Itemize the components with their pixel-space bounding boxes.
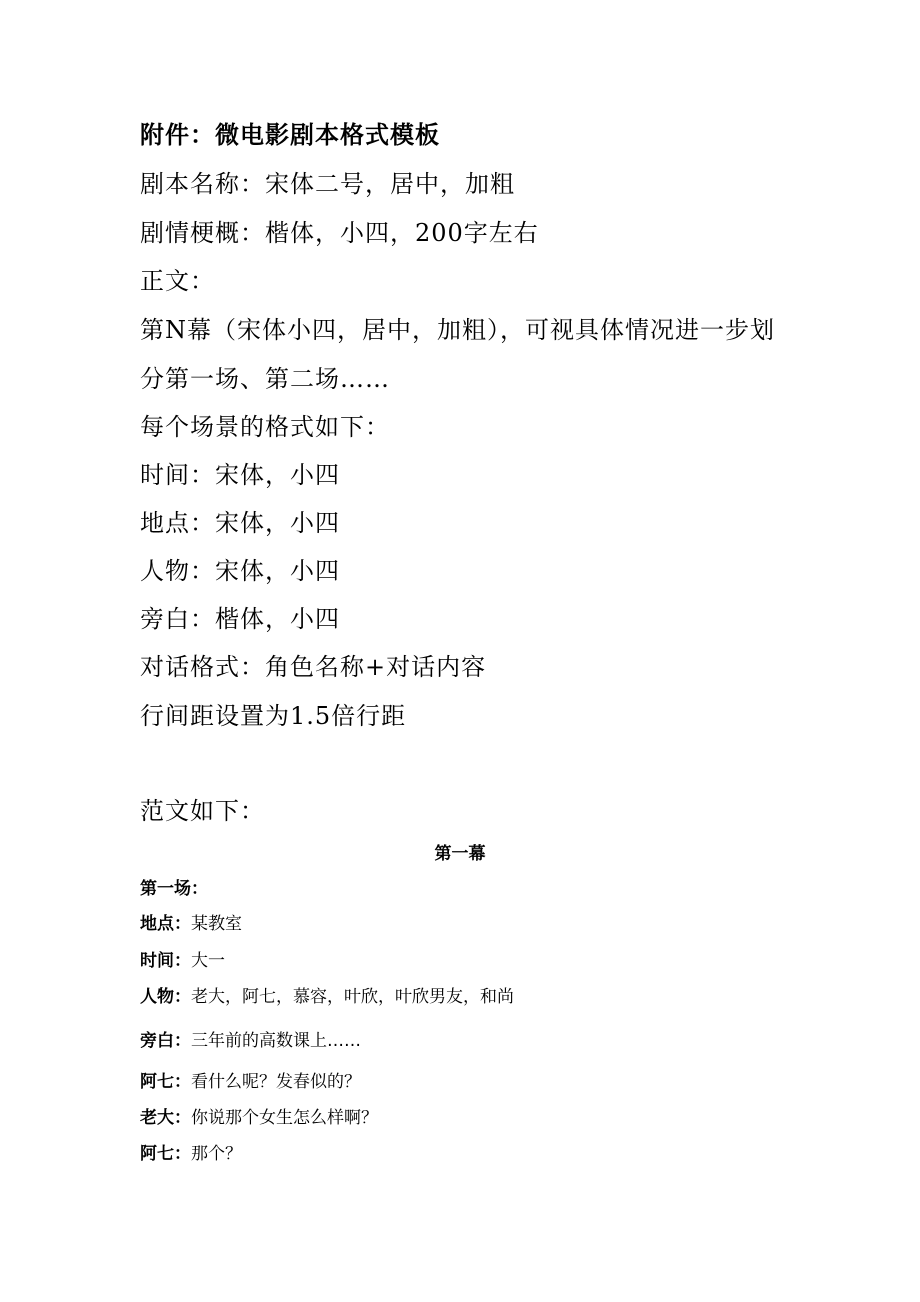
template-line-body: 正文： <box>140 267 215 295</box>
template-line-location: 地点：宋体，小四 <box>140 509 340 537</box>
time-label: 时间： <box>140 951 191 971</box>
scene-location <box>140 913 242 935</box>
characters-label: 人物： <box>140 987 191 1007</box>
characters-value: 老大，阿七，慕容，叶欣，叶欣男友，和尚 <box>191 987 514 1007</box>
act-title: 第一幕 <box>434 844 486 864</box>
template-line-act-format-cont: 分第一场、第二场…… <box>140 365 390 393</box>
dialogue-text: 那个？ <box>191 1144 242 1164</box>
scene-narration <box>140 1030 361 1052</box>
dialogue-speaker: 阿七： <box>140 1072 191 1092</box>
template-line-synopsis: 剧情梗概：楷体，小四，200字左右 <box>140 219 539 247</box>
template-title: 附件：微电影剧本格式模板 <box>140 121 440 149</box>
dialogue-speaker: 阿七： <box>140 1144 191 1164</box>
dialogue-speaker: 老大： <box>140 1108 191 1128</box>
location-value: 某教室 <box>191 914 242 934</box>
template-line-scene-format: 每个场景的格式如下： <box>140 413 390 441</box>
location-label: 地点： <box>140 914 191 934</box>
scene-characters <box>140 986 514 1008</box>
time-value: 大一 <box>191 951 225 971</box>
sample-intro: 范文如下： <box>140 797 265 825</box>
dialogue-line <box>140 1107 378 1129</box>
template-line-script-name: 剧本名称：宋体二号，居中，加粗 <box>140 170 515 198</box>
dialogue-text: 看什么呢？发春似的？ <box>191 1072 361 1092</box>
template-line-act-format: 第N幕（宋体小四，居中，加粗），可视具体情况进一步划 <box>140 316 775 344</box>
scene-time <box>140 950 225 972</box>
template-line-dialogue: 对话格式：角色名称+对话内容 <box>140 653 487 681</box>
dialogue-text: 你说那个女生怎么样啊？ <box>191 1108 378 1128</box>
scene-title: 第一场： <box>140 879 208 899</box>
template-line-time: 时间：宋体，小四 <box>140 461 340 489</box>
template-line-line-spacing: 行间距设置为1.5倍行距 <box>140 702 407 730</box>
template-line-narration: 旁白：楷体，小四 <box>140 605 340 633</box>
dialogue-line <box>140 1143 242 1165</box>
dialogue-line <box>140 1071 361 1093</box>
narration-value: 三年前的高数课上…… <box>191 1031 361 1051</box>
template-line-characters: 人物：宋体，小四 <box>140 557 340 585</box>
narration-label: 旁白： <box>140 1031 191 1051</box>
